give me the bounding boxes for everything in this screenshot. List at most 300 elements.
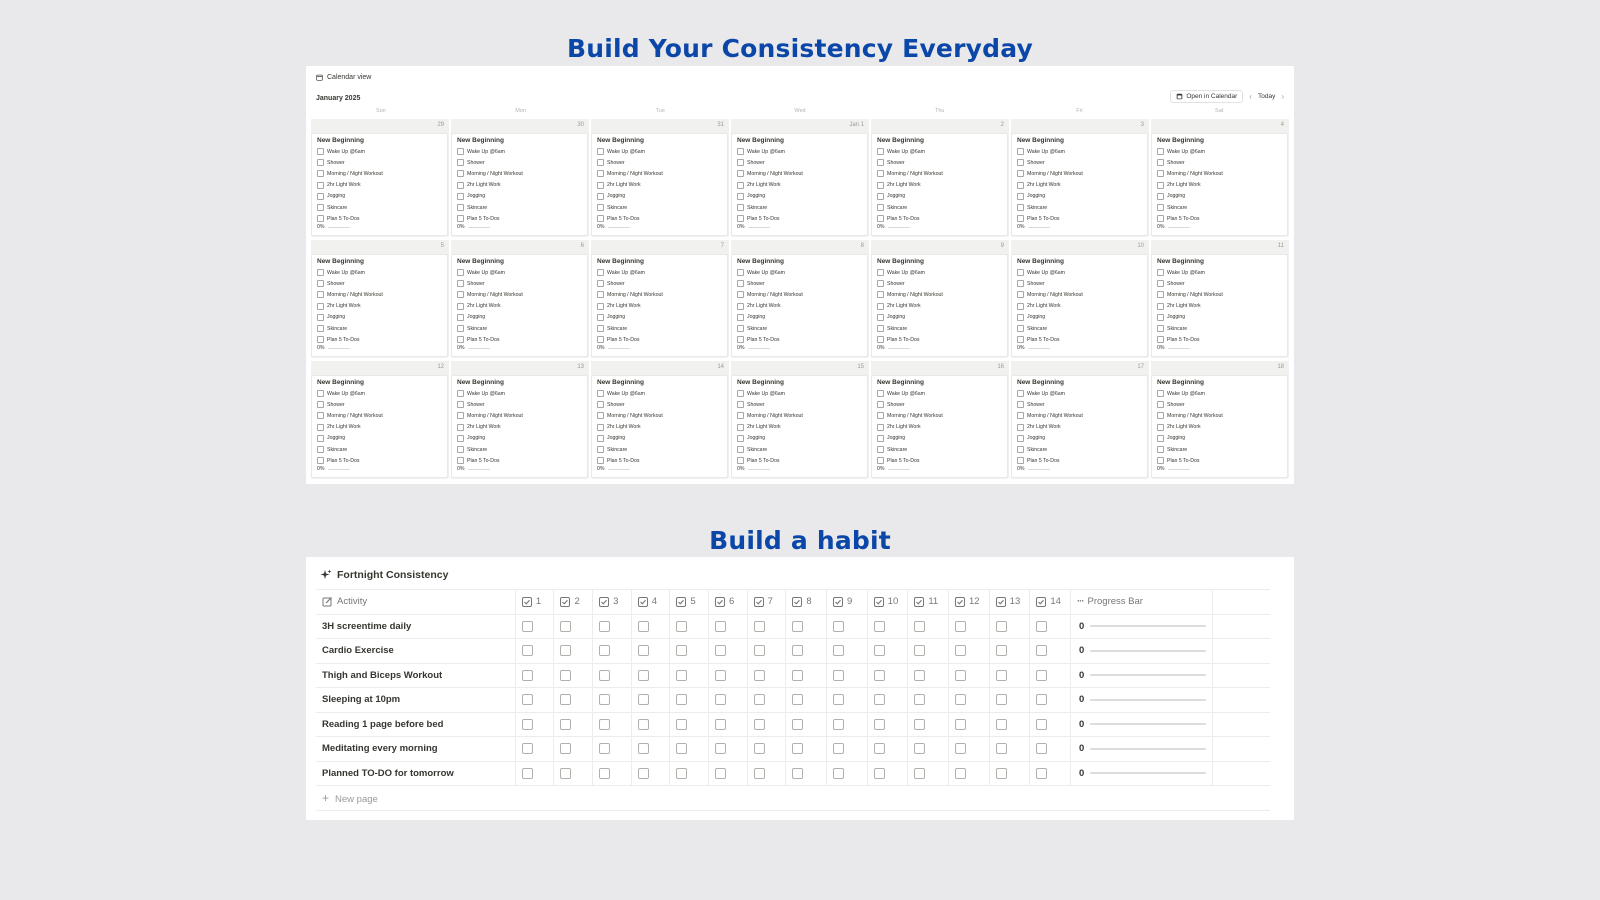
habit-checkbox[interactable] xyxy=(792,645,803,656)
habit-checkbox[interactable] xyxy=(522,768,533,779)
calendar-event-card[interactable] xyxy=(871,254,1008,357)
activity-cell[interactable]: Cardio Exercise xyxy=(316,639,515,664)
task-checkbox[interactable] xyxy=(1017,435,1024,442)
progress-column-header[interactable] xyxy=(1071,590,1213,615)
calendar-event-card[interactable] xyxy=(591,375,728,478)
task-checkbox[interactable] xyxy=(1017,204,1024,211)
task-checkbox[interactable] xyxy=(317,435,324,442)
habit-checkbox[interactable] xyxy=(754,743,765,754)
task-checkbox[interactable] xyxy=(317,457,324,464)
table-row[interactable] xyxy=(316,761,1270,786)
task-checkbox[interactable] xyxy=(457,457,464,464)
task-checkbox[interactable] xyxy=(877,170,884,177)
task-checkbox[interactable] xyxy=(877,148,884,155)
habit-checkbox[interactable] xyxy=(914,768,925,779)
task-checkbox[interactable] xyxy=(737,148,744,155)
calendar-day-cell[interactable] xyxy=(591,240,729,357)
habit-checkbox[interactable] xyxy=(599,694,610,705)
habit-checkbox[interactable] xyxy=(874,670,885,681)
calendar-view-tab[interactable] xyxy=(316,74,371,81)
task-checkbox[interactable] xyxy=(597,336,604,343)
habit-checkbox[interactable] xyxy=(874,621,885,632)
task-checkbox[interactable] xyxy=(597,303,604,310)
habit-checkbox[interactable] xyxy=(522,694,533,705)
calendar-day-cell[interactable] xyxy=(311,361,449,478)
habit-checkbox[interactable] xyxy=(955,621,966,632)
task-checkbox[interactable] xyxy=(877,269,884,276)
task-checkbox[interactable] xyxy=(597,390,604,397)
habit-checkbox[interactable] xyxy=(833,743,844,754)
task-checkbox[interactable] xyxy=(457,193,464,200)
task-checkbox[interactable] xyxy=(1157,280,1164,287)
day-column-header[interactable] xyxy=(908,590,949,615)
calendar-day-cell[interactable] xyxy=(451,240,589,357)
habit-checkbox[interactable] xyxy=(955,694,966,705)
habit-checkbox[interactable] xyxy=(522,621,533,632)
task-checkbox[interactable] xyxy=(1017,314,1024,321)
task-checkbox[interactable] xyxy=(877,303,884,310)
habit-checkbox[interactable] xyxy=(560,719,571,730)
calendar-day-cell[interactable] xyxy=(1011,361,1149,478)
habit-checkbox[interactable] xyxy=(955,768,966,779)
task-checkbox[interactable] xyxy=(737,182,744,189)
day-column-header[interactable] xyxy=(826,590,867,615)
calendar-event-card[interactable] xyxy=(731,375,868,478)
habit-checkbox[interactable] xyxy=(792,768,803,779)
task-checkbox[interactable] xyxy=(877,424,884,431)
task-checkbox[interactable] xyxy=(737,291,744,298)
habit-checkbox[interactable] xyxy=(996,743,1007,754)
task-checkbox[interactable] xyxy=(317,204,324,211)
calendar-day-cell[interactable] xyxy=(1151,119,1289,236)
task-checkbox[interactable] xyxy=(877,193,884,200)
habit-checkbox[interactable] xyxy=(874,743,885,754)
task-checkbox[interactable] xyxy=(1157,215,1164,222)
task-checkbox[interactable] xyxy=(1157,193,1164,200)
habit-checkbox[interactable] xyxy=(955,670,966,681)
calendar-day-cell[interactable] xyxy=(1011,240,1149,357)
habit-checkbox[interactable] xyxy=(874,768,885,779)
habit-checkbox[interactable] xyxy=(715,719,726,730)
habit-checkbox[interactable] xyxy=(996,768,1007,779)
habit-checkbox[interactable] xyxy=(833,621,844,632)
task-checkbox[interactable] xyxy=(877,215,884,222)
table-row[interactable] xyxy=(316,639,1270,664)
task-checkbox[interactable] xyxy=(737,193,744,200)
habit-checkbox[interactable] xyxy=(955,719,966,730)
task-checkbox[interactable] xyxy=(317,193,324,200)
day-column-header[interactable] xyxy=(670,590,709,615)
task-checkbox[interactable] xyxy=(457,424,464,431)
task-checkbox[interactable] xyxy=(597,314,604,321)
task-checkbox[interactable] xyxy=(1017,446,1024,453)
habit-checkbox[interactable] xyxy=(715,768,726,779)
task-checkbox[interactable] xyxy=(317,424,324,431)
task-checkbox[interactable] xyxy=(1017,291,1024,298)
task-checkbox[interactable] xyxy=(877,182,884,189)
task-checkbox[interactable] xyxy=(1157,204,1164,211)
task-checkbox[interactable] xyxy=(457,269,464,276)
task-checkbox[interactable] xyxy=(877,159,884,166)
task-checkbox[interactable] xyxy=(597,280,604,287)
calendar-day-cell[interactable] xyxy=(731,361,869,478)
task-checkbox[interactable] xyxy=(1157,291,1164,298)
table-row[interactable] xyxy=(316,614,1270,639)
habit-checkbox[interactable] xyxy=(1036,768,1047,779)
table-row[interactable] xyxy=(316,663,1270,688)
habit-checkbox[interactable] xyxy=(914,719,925,730)
calendar-event-card[interactable] xyxy=(451,254,588,357)
calendar-event-card[interactable] xyxy=(451,375,588,478)
task-checkbox[interactable] xyxy=(1157,401,1164,408)
task-checkbox[interactable] xyxy=(457,401,464,408)
habit-checkbox[interactable] xyxy=(638,621,649,632)
habit-checkbox[interactable] xyxy=(560,621,571,632)
habit-checkbox[interactable] xyxy=(676,768,687,779)
habit-checkbox[interactable] xyxy=(754,645,765,656)
task-checkbox[interactable] xyxy=(317,269,324,276)
task-checkbox[interactable] xyxy=(1157,159,1164,166)
day-column-header[interactable] xyxy=(747,590,786,615)
task-checkbox[interactable] xyxy=(737,170,744,177)
task-checkbox[interactable] xyxy=(457,336,464,343)
task-checkbox[interactable] xyxy=(597,269,604,276)
habit-checkbox[interactable] xyxy=(715,670,726,681)
habit-checkbox[interactable] xyxy=(522,743,533,754)
habit-checkbox[interactable] xyxy=(955,645,966,656)
habit-checkbox[interactable] xyxy=(914,645,925,656)
calendar-day-cell[interactable] xyxy=(731,119,869,236)
task-checkbox[interactable] xyxy=(317,215,324,222)
day-column-header[interactable] xyxy=(786,590,827,615)
habit-checkbox[interactable] xyxy=(715,694,726,705)
habit-checkbox[interactable] xyxy=(676,694,687,705)
task-checkbox[interactable] xyxy=(1017,159,1024,166)
task-checkbox[interactable] xyxy=(877,291,884,298)
calendar-day-cell[interactable] xyxy=(311,119,449,236)
habit-checkbox[interactable] xyxy=(996,621,1007,632)
open-in-calendar-button[interactable] xyxy=(1170,90,1243,103)
habit-checkbox[interactable] xyxy=(996,694,1007,705)
calendar-event-card[interactable] xyxy=(731,254,868,357)
task-checkbox[interactable] xyxy=(877,446,884,453)
task-checkbox[interactable] xyxy=(1157,325,1164,332)
task-checkbox[interactable] xyxy=(877,314,884,321)
task-checkbox[interactable] xyxy=(1157,424,1164,431)
calendar-day-cell[interactable] xyxy=(311,240,449,357)
habit-checkbox[interactable] xyxy=(1036,743,1047,754)
task-checkbox[interactable] xyxy=(877,204,884,211)
task-checkbox[interactable] xyxy=(317,446,324,453)
activity-cell[interactable]: Meditating every morning xyxy=(316,737,515,762)
day-column-header[interactable] xyxy=(867,590,908,615)
task-checkbox[interactable] xyxy=(1157,148,1164,155)
calendar-day-cell[interactable] xyxy=(871,361,1009,478)
habit-checkbox[interactable] xyxy=(996,719,1007,730)
habit-checkbox[interactable] xyxy=(833,694,844,705)
task-checkbox[interactable] xyxy=(737,435,744,442)
calendar-event-card[interactable] xyxy=(591,133,728,236)
task-checkbox[interactable] xyxy=(1017,182,1024,189)
task-checkbox[interactable] xyxy=(877,435,884,442)
habit-checkbox[interactable] xyxy=(1036,645,1047,656)
task-checkbox[interactable] xyxy=(317,170,324,177)
task-checkbox[interactable] xyxy=(877,412,884,419)
task-checkbox[interactable] xyxy=(317,336,324,343)
task-checkbox[interactable] xyxy=(737,159,744,166)
task-checkbox[interactable] xyxy=(317,148,324,155)
task-checkbox[interactable] xyxy=(877,336,884,343)
task-checkbox[interactable] xyxy=(737,424,744,431)
habit-checkbox[interactable] xyxy=(599,621,610,632)
habit-checkbox[interactable] xyxy=(522,670,533,681)
calendar-event-card[interactable] xyxy=(451,133,588,236)
calendar-event-card[interactable] xyxy=(311,133,448,236)
calendar-event-card[interactable] xyxy=(1011,254,1148,357)
task-checkbox[interactable] xyxy=(737,457,744,464)
habit-checkbox[interactable] xyxy=(599,743,610,754)
activity-column-header[interactable] xyxy=(316,590,515,615)
task-checkbox[interactable] xyxy=(597,457,604,464)
habit-checkbox[interactable] xyxy=(599,670,610,681)
task-checkbox[interactable] xyxy=(737,412,744,419)
habit-checkbox[interactable] xyxy=(754,621,765,632)
activity-cell[interactable]: Thigh and Biceps Workout xyxy=(316,663,515,688)
task-checkbox[interactable] xyxy=(1157,314,1164,321)
habit-checkbox[interactable] xyxy=(914,743,925,754)
day-column-header[interactable] xyxy=(515,590,554,615)
habit-checkbox[interactable] xyxy=(1036,694,1047,705)
habit-checkbox[interactable] xyxy=(833,645,844,656)
task-checkbox[interactable] xyxy=(457,204,464,211)
calendar-day-cell[interactable] xyxy=(451,119,589,236)
task-checkbox[interactable] xyxy=(1017,193,1024,200)
task-checkbox[interactable] xyxy=(457,314,464,321)
task-checkbox[interactable] xyxy=(737,204,744,211)
task-checkbox[interactable] xyxy=(317,314,324,321)
day-column-header[interactable] xyxy=(593,590,632,615)
calendar-day-cell[interactable] xyxy=(591,361,729,478)
task-checkbox[interactable] xyxy=(597,159,604,166)
task-checkbox[interactable] xyxy=(1157,412,1164,419)
task-checkbox[interactable] xyxy=(1157,446,1164,453)
habit-checkbox[interactable] xyxy=(955,743,966,754)
task-checkbox[interactable] xyxy=(1017,170,1024,177)
task-checkbox[interactable] xyxy=(737,280,744,287)
habit-checkbox[interactable] xyxy=(833,719,844,730)
task-checkbox[interactable] xyxy=(1017,148,1024,155)
activity-cell[interactable]: 3H screentime daily xyxy=(316,614,515,639)
calendar-event-card[interactable] xyxy=(1151,375,1288,478)
task-checkbox[interactable] xyxy=(1017,336,1024,343)
task-checkbox[interactable] xyxy=(597,412,604,419)
task-checkbox[interactable] xyxy=(1017,401,1024,408)
task-checkbox[interactable] xyxy=(737,314,744,321)
habit-checkbox[interactable] xyxy=(638,694,649,705)
chevron-right-icon[interactable]: › xyxy=(1281,92,1284,101)
task-checkbox[interactable] xyxy=(1017,457,1024,464)
task-checkbox[interactable] xyxy=(1157,457,1164,464)
calendar-day-cell[interactable] xyxy=(591,119,729,236)
calendar-event-card[interactable] xyxy=(871,133,1008,236)
task-checkbox[interactable] xyxy=(457,412,464,419)
habit-checkbox[interactable] xyxy=(638,670,649,681)
task-checkbox[interactable] xyxy=(457,435,464,442)
task-checkbox[interactable] xyxy=(597,291,604,298)
habit-checkbox[interactable] xyxy=(560,645,571,656)
habit-checkbox[interactable] xyxy=(792,694,803,705)
task-checkbox[interactable] xyxy=(737,336,744,343)
task-checkbox[interactable] xyxy=(457,280,464,287)
calendar-day-cell[interactable] xyxy=(1151,361,1289,478)
task-checkbox[interactable] xyxy=(737,215,744,222)
habit-checkbox[interactable] xyxy=(874,719,885,730)
day-column-header[interactable] xyxy=(989,590,1030,615)
calendar-event-card[interactable] xyxy=(311,375,448,478)
calendar-event-card[interactable] xyxy=(1011,375,1148,478)
task-checkbox[interactable] xyxy=(597,325,604,332)
task-checkbox[interactable] xyxy=(597,401,604,408)
habit-checkbox[interactable] xyxy=(599,645,610,656)
calendar-day-cell[interactable] xyxy=(871,119,1009,236)
habit-checkbox[interactable] xyxy=(833,768,844,779)
habit-checkbox[interactable] xyxy=(560,768,571,779)
calendar-day-cell[interactable] xyxy=(451,361,589,478)
task-checkbox[interactable] xyxy=(737,303,744,310)
calendar-event-card[interactable] xyxy=(1011,133,1148,236)
activity-cell[interactable]: Sleeping at 10pm xyxy=(316,688,515,713)
task-checkbox[interactable] xyxy=(597,193,604,200)
calendar-event-card[interactable] xyxy=(591,254,728,357)
task-checkbox[interactable] xyxy=(1157,303,1164,310)
habit-checkbox[interactable] xyxy=(1036,621,1047,632)
task-checkbox[interactable] xyxy=(1157,390,1164,397)
habit-checkbox[interactable] xyxy=(638,768,649,779)
habit-checkbox[interactable] xyxy=(792,719,803,730)
habit-checkbox[interactable] xyxy=(914,694,925,705)
task-checkbox[interactable] xyxy=(1017,390,1024,397)
task-checkbox[interactable] xyxy=(877,390,884,397)
calendar-day-cell[interactable] xyxy=(871,240,1009,357)
task-checkbox[interactable] xyxy=(597,424,604,431)
task-checkbox[interactable] xyxy=(1157,435,1164,442)
day-column-header[interactable] xyxy=(554,590,593,615)
task-checkbox[interactable] xyxy=(317,291,324,298)
task-checkbox[interactable] xyxy=(1017,424,1024,431)
habit-checkbox[interactable] xyxy=(996,645,1007,656)
calendar-day-cell[interactable] xyxy=(1151,240,1289,357)
task-checkbox[interactable] xyxy=(877,325,884,332)
habit-checkbox[interactable] xyxy=(676,719,687,730)
habit-checkbox[interactable] xyxy=(522,719,533,730)
habit-checkbox[interactable] xyxy=(715,645,726,656)
habit-checkbox[interactable] xyxy=(754,768,765,779)
task-checkbox[interactable] xyxy=(317,303,324,310)
task-checkbox[interactable] xyxy=(457,182,464,189)
task-checkbox[interactable] xyxy=(877,457,884,464)
task-checkbox[interactable] xyxy=(457,446,464,453)
table-row[interactable] xyxy=(316,737,1270,762)
task-checkbox[interactable] xyxy=(597,182,604,189)
habit-checkbox[interactable] xyxy=(1036,670,1047,681)
habit-checkbox[interactable] xyxy=(599,768,610,779)
task-checkbox[interactable] xyxy=(1157,182,1164,189)
task-checkbox[interactable] xyxy=(457,215,464,222)
task-checkbox[interactable] xyxy=(1017,325,1024,332)
task-checkbox[interactable] xyxy=(317,159,324,166)
task-checkbox[interactable] xyxy=(597,435,604,442)
habit-checkbox[interactable] xyxy=(874,694,885,705)
activity-cell[interactable]: Reading 1 page before bed xyxy=(316,712,515,737)
habit-checkbox[interactable] xyxy=(914,621,925,632)
habit-checkbox[interactable] xyxy=(676,670,687,681)
calendar-day-cell[interactable] xyxy=(1011,119,1149,236)
task-checkbox[interactable] xyxy=(1157,170,1164,177)
calendar-event-card[interactable] xyxy=(731,133,868,236)
day-column-header[interactable] xyxy=(709,590,748,615)
task-checkbox[interactable] xyxy=(1157,336,1164,343)
habit-checkbox[interactable] xyxy=(638,645,649,656)
day-column-header[interactable] xyxy=(1030,590,1071,615)
habit-checkbox[interactable] xyxy=(638,743,649,754)
task-checkbox[interactable] xyxy=(597,148,604,155)
habit-checkbox[interactable] xyxy=(715,743,726,754)
task-checkbox[interactable] xyxy=(457,390,464,397)
habit-checkbox[interactable] xyxy=(914,670,925,681)
task-checkbox[interactable] xyxy=(737,390,744,397)
habit-checkbox[interactable] xyxy=(676,621,687,632)
task-checkbox[interactable] xyxy=(597,204,604,211)
calendar-event-card[interactable] xyxy=(311,254,448,357)
task-checkbox[interactable] xyxy=(1017,269,1024,276)
task-checkbox[interactable] xyxy=(457,291,464,298)
calendar-event-card[interactable] xyxy=(871,375,1008,478)
task-checkbox[interactable] xyxy=(1017,280,1024,287)
task-checkbox[interactable] xyxy=(737,325,744,332)
task-checkbox[interactable] xyxy=(457,159,464,166)
task-checkbox[interactable] xyxy=(1157,269,1164,276)
habit-checkbox[interactable] xyxy=(792,621,803,632)
habit-checkbox[interactable] xyxy=(1036,719,1047,730)
task-checkbox[interactable] xyxy=(317,390,324,397)
activity-cell[interactable]: Planned TO-DO for tomorrow xyxy=(316,761,515,786)
task-checkbox[interactable] xyxy=(1017,303,1024,310)
today-button[interactable]: Today xyxy=(1257,93,1276,100)
task-checkbox[interactable] xyxy=(737,269,744,276)
habit-checkbox[interactable] xyxy=(599,719,610,730)
habit-checkbox[interactable] xyxy=(676,743,687,754)
habit-checkbox[interactable] xyxy=(715,621,726,632)
task-checkbox[interactable] xyxy=(457,303,464,310)
task-checkbox[interactable] xyxy=(597,446,604,453)
habit-checkbox[interactable] xyxy=(676,645,687,656)
task-checkbox[interactable] xyxy=(317,401,324,408)
habit-checkbox[interactable] xyxy=(754,694,765,705)
task-checkbox[interactable] xyxy=(1017,412,1024,419)
task-checkbox[interactable] xyxy=(1017,215,1024,222)
task-checkbox[interactable] xyxy=(457,325,464,332)
task-checkbox[interactable] xyxy=(317,325,324,332)
task-checkbox[interactable] xyxy=(457,148,464,155)
task-checkbox[interactable] xyxy=(877,280,884,287)
habit-checkbox[interactable] xyxy=(638,719,649,730)
task-checkbox[interactable] xyxy=(317,412,324,419)
habit-checkbox[interactable] xyxy=(560,743,571,754)
new-page-row[interactable] xyxy=(316,786,1270,811)
habit-checkbox[interactable] xyxy=(792,743,803,754)
day-column-header[interactable] xyxy=(631,590,670,615)
day-column-header[interactable] xyxy=(949,590,990,615)
